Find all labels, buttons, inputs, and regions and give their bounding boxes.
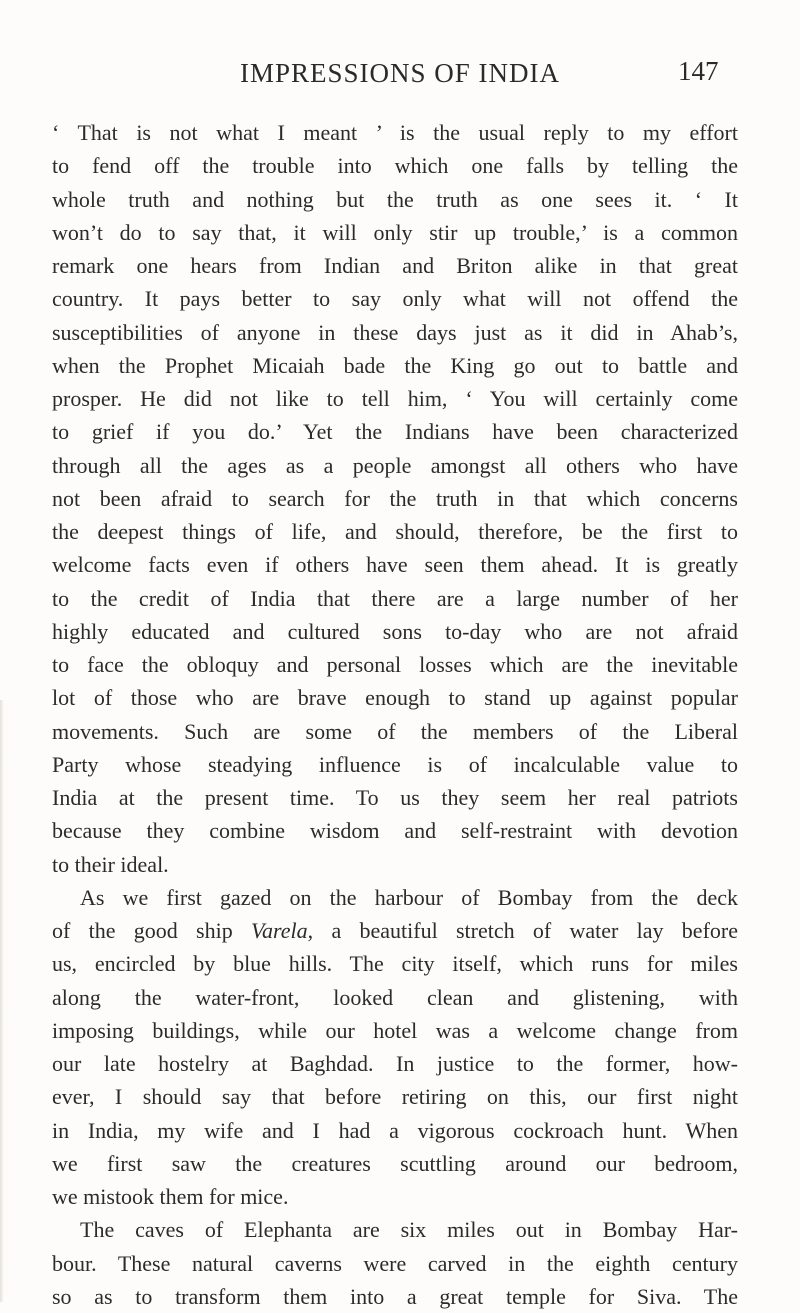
- text-line: the deepest things of life, and should, therefore, be the first to: [52, 519, 738, 544]
- paragraph-start-line: As we first gazed on the harbour of Bombay from the deck: [80, 884, 738, 910]
- ship-name: Varela: [251, 918, 308, 943]
- text-line: us, encircled by blue hills. The city itself, which runs for miles: [52, 951, 738, 977]
- page-gutter-shadow: [0, 700, 4, 1302]
- text-line: so as to transform them into a great temple for Siva. The: [52, 1283, 738, 1309]
- text-line: whole truth and nothing but the truth as one sees it. ‘ It: [52, 186, 738, 212]
- text-line: highly educated and cultured sons to-day who are not afraid: [52, 618, 738, 644]
- text-line: imposing buildings, while our hotel was a welcome change from: [52, 1017, 738, 1043]
- text-line: lot of those who are brave enough to stand up against popular: [52, 685, 738, 711]
- text-line: our late hostelry at Baghdad. In justice to the former, how-: [52, 1051, 738, 1076]
- text-line: through all the ages as a people amongst all others who have: [52, 452, 738, 478]
- text-line: along the water-front, looked clean and glistening, with: [52, 984, 738, 1010]
- page-number: 147: [678, 56, 719, 86]
- text-line: because they combine wisdom and self-restraint with devotion: [52, 818, 738, 844]
- text-line: in India, my wife and I had a vigorous cockroach hunt. When: [52, 1117, 738, 1143]
- text-line: to fend off the trouble into which one falls by telling the: [52, 153, 738, 179]
- text-line-with-italic: [52, 914, 738, 947]
- text-line: not been afraid to search for the truth in that which concerns: [52, 485, 738, 511]
- text-line: Party whose steadying influence is of incalculable value to: [52, 751, 738, 777]
- running-title: IMPRESSIONS OF INDIA: [239, 58, 561, 88]
- paragraph-end-line: to their ideal.: [52, 851, 169, 877]
- paragraph-start-line: The caves of Elephanta are six miles out in Bombay Har-: [80, 1217, 738, 1243]
- text-line: country. It pays better to say only what will not offend the: [52, 286, 738, 312]
- body-text: [52, 116, 738, 1313]
- text-line: prosper. He did not like to tell him, ‘ You will certainly come: [52, 386, 738, 411]
- text-line: ever, I should say that before retiring on this, our first night: [52, 1084, 738, 1110]
- text-line: welcome facts even if others have seen them ahead. It is greatly: [52, 552, 738, 578]
- text-line: to the credit of India that there are a large number of her: [52, 585, 738, 611]
- text-line: susceptibilities of anyone in these days just as it did in Ahab’s,: [52, 319, 738, 345]
- text-line: we first saw the creatures scuttling around our bedroom,: [52, 1150, 738, 1176]
- text-line: remark one hears from Indian and Briton alike in that great: [52, 253, 738, 278]
- text-line: ‘ That is not what I meant ’ is the usual reply to my effort: [52, 120, 738, 145]
- text-line: bour. These natural caverns were carved in the eighth century: [52, 1250, 738, 1276]
- text-line: won’t do to say that, it will only stir up trouble,’ is a common: [52, 219, 738, 245]
- paragraph-end-line: we mistook them for mice.: [52, 1184, 289, 1209]
- text-line: India at the present time. To us they seem her real patriots: [52, 785, 738, 810]
- text-line: when the Prophet Micaiah bade the King go out to battle and: [52, 352, 738, 378]
- text-line: movements. Such are some of the members of the Liberal: [52, 718, 738, 744]
- text-line: to grief if you do.’ Yet the Indians have been characterized: [52, 419, 738, 445]
- text-fragment: , a beautiful stretch of water lay before: [307, 918, 738, 943]
- text-fragment: of the good ship: [52, 918, 233, 943]
- text-line: to face the obloquy and personal losses which are the inevitable: [52, 652, 738, 677]
